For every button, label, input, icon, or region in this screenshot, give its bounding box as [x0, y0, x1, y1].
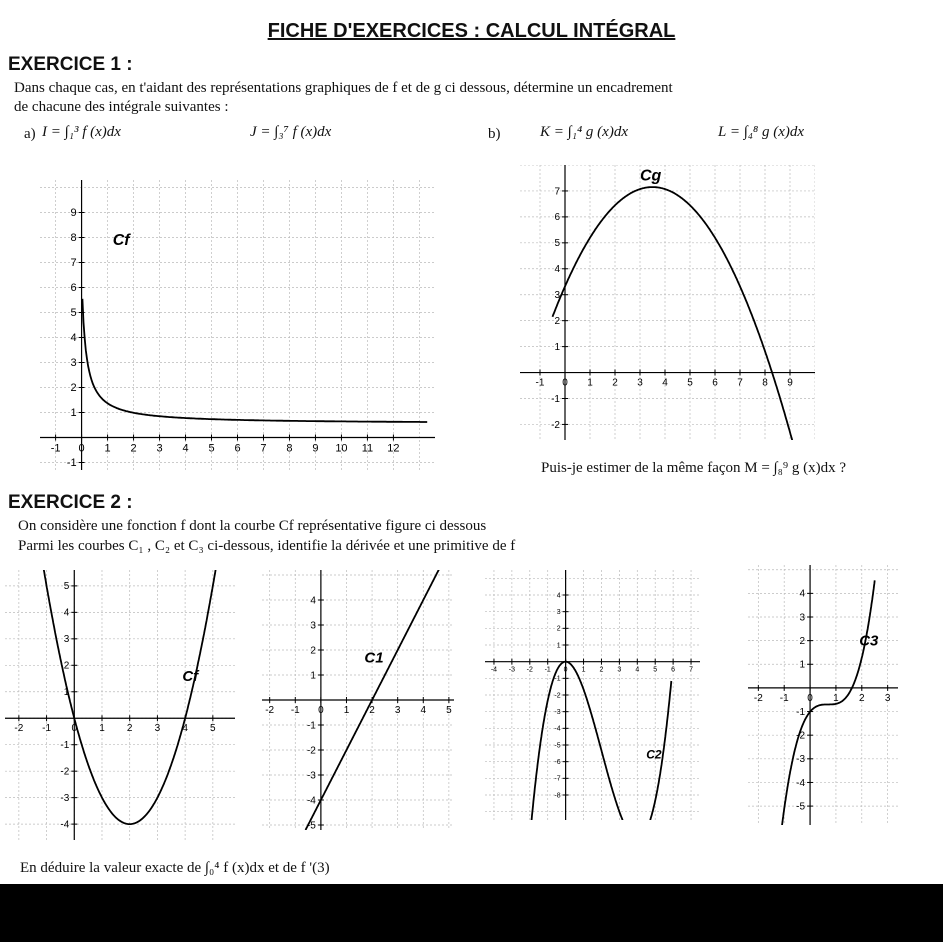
y-tick-label: 4	[799, 588, 806, 600]
exercise-1-instruction-line1: Dans chaque cas, en t'aidant des représentations graphiques de f et de g ci dessous, détermine un encadrement	[14, 80, 673, 96]
y-tick-label: -2	[306, 745, 316, 757]
x-tick-label: 0	[71, 723, 78, 735]
y-tick-label: -8	[554, 792, 561, 800]
graph-c3	[748, 565, 898, 825]
y-tick-label: 1	[556, 642, 561, 650]
x-tick-label: 10	[335, 442, 348, 455]
exercise-1-instruction-line2: de chacune des intégrale suivantes :	[14, 99, 229, 115]
y-tick-label: 3	[554, 290, 560, 302]
x-tick-label: 3	[637, 377, 643, 389]
x-tick-label: 4	[635, 666, 640, 674]
y-tick-label: 3	[70, 357, 77, 370]
y-tick-label: -3	[796, 754, 806, 766]
x-tick-label: 12	[387, 442, 400, 455]
y-tick-label: -2	[60, 766, 70, 778]
x-tick-label: 3	[884, 692, 891, 704]
integral-K: K = ∫₁⁴ g (x)dx	[540, 124, 628, 140]
y-tick-label: 3	[310, 620, 316, 632]
curve-label: Cg	[640, 167, 662, 185]
y-tick-label: 6	[70, 282, 77, 295]
y-tick-label: 3	[63, 634, 70, 646]
x-tick-label: 5	[653, 666, 658, 674]
x-tick-label: 7	[260, 442, 267, 455]
exercise-2-footer-question: En déduire la valeur exacte de ∫₀⁴ f (x)dx et de f '(3)	[20, 860, 330, 876]
x-tick-label: -1	[42, 723, 52, 735]
x-tick-label: -2	[526, 666, 533, 674]
y-tick-label: 4	[554, 264, 560, 276]
x-tick-label: 1	[343, 705, 350, 716]
y-tick-label: -6	[554, 759, 561, 766]
integral-I: I = ∫₁³ f (x)dx	[42, 124, 121, 140]
x-tick-label: 0	[78, 442, 85, 455]
x-tick-label: 5	[687, 377, 693, 389]
y-tick-label: -4	[554, 725, 561, 733]
y-tick-label: 5	[63, 581, 70, 593]
x-tick-label: 4	[182, 723, 188, 735]
x-tick-label: 0	[318, 705, 324, 716]
curve	[532, 662, 672, 820]
curve	[82, 299, 427, 422]
integral-L: L = ∫₄⁸ g (x)dx	[718, 124, 805, 140]
x-tick-label: 1	[104, 442, 111, 455]
y-tick-label: 1	[554, 341, 560, 353]
exercise-1-question: Puis-je estimer de la même façon M = ∫₈⁹ g (x)dx ?	[541, 460, 847, 476]
page-title: FICHE D'EXERCICES : CALCUL INTÉGRAL	[267, 20, 676, 42]
y-tick-label: -5	[306, 820, 316, 830]
curve-label: C2	[646, 747, 662, 762]
y-tick-label: 7	[70, 257, 77, 270]
x-tick-label: 6	[234, 442, 241, 455]
y-tick-label: 9	[70, 207, 77, 220]
y-tick-label: 3	[556, 609, 561, 616]
y-tick-label: -1	[796, 706, 806, 718]
exercise-2-heading: EXERCICE 2 :	[8, 492, 133, 513]
x-tick-label: -2	[265, 705, 275, 716]
y-tick-label: -4	[60, 819, 70, 831]
x-tick-label: 0	[562, 377, 568, 389]
y-tick-label: 2	[63, 660, 70, 672]
y-tick-label: 3	[799, 612, 806, 624]
y-tick-label: -2	[554, 692, 561, 700]
exercise-2-instruction-line2: Parmi les courbes C₁ , C₂ et C₃ ci-dessous, identifie la dérivée et une primitive de f	[18, 538, 516, 554]
y-tick-label: 1	[799, 659, 806, 671]
x-tick-label: -1	[535, 377, 545, 389]
x-tick-label: 5	[208, 442, 215, 455]
y-tick-label: 1	[310, 670, 316, 682]
y-tick-label: -2	[551, 419, 560, 431]
x-tick-label: 4	[662, 377, 668, 389]
y-tick-label: 5	[70, 307, 77, 320]
x-tick-label: 2	[859, 692, 865, 704]
x-tick-label: 3	[156, 442, 163, 455]
x-tick-label: 2	[612, 377, 618, 389]
x-tick-label: 7	[689, 666, 693, 674]
y-tick-label: 4	[310, 595, 316, 607]
x-tick-label: 5	[446, 705, 452, 716]
x-tick-label: 4	[420, 705, 427, 716]
graph-g	[520, 165, 815, 440]
graph-cf	[5, 570, 235, 840]
curve-label: Cf	[112, 232, 130, 249]
y-tick-label: -4	[306, 795, 316, 807]
y-tick-label: 2	[556, 625, 561, 633]
y-tick-label: 8	[70, 232, 77, 245]
graph-f	[40, 180, 435, 470]
part-b-label: b)	[488, 126, 501, 142]
curve-label: C1	[364, 649, 384, 667]
y-tick-label: 2	[310, 645, 316, 657]
x-tick-label: 1	[833, 692, 839, 704]
x-tick-label: 11	[361, 442, 374, 455]
y-tick-label: 4	[63, 607, 70, 619]
x-tick-label: -3	[508, 666, 515, 674]
x-tick-label: -1	[779, 692, 789, 704]
x-tick-label: 2	[369, 705, 375, 716]
x-tick-label: 7	[737, 377, 743, 389]
y-tick-label: 1	[63, 687, 70, 699]
y-tick-label: -4	[796, 777, 806, 789]
x-tick-label: -2	[14, 723, 24, 735]
y-tick-label: 7	[554, 186, 560, 198]
y-tick-label: -1	[554, 675, 561, 683]
part-a-label: a)	[24, 126, 36, 142]
y-tick-label: -1	[551, 393, 560, 405]
y-tick-label: -5	[796, 801, 806, 813]
x-tick-label: -2	[753, 692, 763, 704]
x-tick-label: 8	[762, 377, 768, 389]
exercise-1-heading: EXERCICE 1 :	[8, 54, 133, 75]
x-tick-label: 9	[312, 442, 319, 455]
y-tick-label: -7	[554, 775, 561, 783]
x-tick-label: 1	[99, 723, 105, 735]
x-tick-label: -1	[544, 666, 551, 674]
x-tick-label: -1	[290, 705, 300, 716]
y-tick-label: 2	[799, 635, 806, 647]
x-tick-label: 8	[286, 442, 293, 455]
y-tick-label: 4	[70, 332, 77, 345]
y-tick-label: -3	[306, 770, 316, 782]
x-tick-label: 3	[394, 705, 401, 716]
y-tick-label: 6	[554, 212, 560, 224]
x-tick-label: 3	[154, 723, 161, 735]
y-tick-label: 1	[70, 407, 77, 420]
graph-c1	[262, 570, 454, 830]
integral-J: J = ∫₃⁷ f (x)dx	[250, 124, 332, 140]
x-tick-label: -4	[490, 666, 498, 674]
x-tick-label: 2	[599, 666, 604, 674]
exercise-2-instruction-line1: On considère une fonction f dont la courbe Cf représentative figure ci dessous	[18, 518, 487, 534]
x-tick-label: 0	[807, 692, 813, 704]
x-tick-label: 2	[130, 442, 137, 455]
curve	[22, 570, 216, 824]
y-tick-label: -1	[66, 457, 77, 470]
y-tick-label: 2	[70, 382, 77, 395]
y-tick-label: 4	[556, 592, 561, 600]
y-tick-label: -3	[60, 792, 70, 804]
y-tick-label: -3	[554, 709, 561, 716]
y-tick-label: 5	[554, 238, 560, 250]
x-tick-label: 1	[581, 666, 586, 674]
x-tick-label: 3	[617, 666, 622, 674]
x-tick-label: 0	[563, 666, 568, 674]
curve-label: C3	[859, 632, 879, 650]
x-tick-label: 5	[210, 723, 216, 735]
x-tick-label: 2	[126, 723, 133, 735]
curve-label: Cf	[182, 668, 199, 686]
graph-c2	[485, 570, 700, 820]
x-tick-label: 9	[787, 377, 793, 389]
x-tick-label: 1	[587, 377, 593, 389]
x-tick-label: 6	[712, 377, 718, 389]
y-tick-label: -1	[60, 740, 70, 752]
y-tick-label: 2	[554, 315, 560, 327]
x-tick-label: -1	[50, 442, 61, 455]
y-tick-label: -2	[796, 730, 806, 742]
x-tick-label: 6	[671, 666, 676, 674]
y-tick-label: -1	[306, 720, 316, 732]
y-tick-label: -5	[554, 742, 561, 750]
x-tick-label: 4	[182, 442, 189, 455]
